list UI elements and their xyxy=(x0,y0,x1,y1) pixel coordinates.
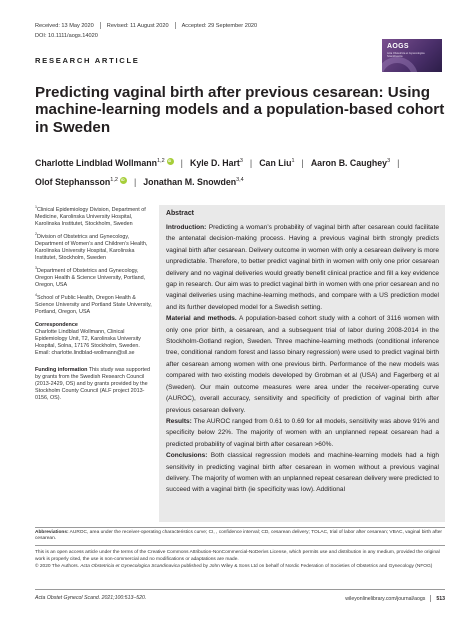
divider xyxy=(35,527,445,528)
footer-right xyxy=(310,595,445,602)
page-number: 513 xyxy=(436,595,445,602)
author-affiliation-ref: 1 xyxy=(291,158,295,164)
author-name[interactable]: Aaron B. Caughey xyxy=(310,157,388,168)
affiliations xyxy=(35,204,153,319)
abstract-paragraph: Conclusions: Both classical regression models and machine-learning models had a high sensitivity in predicting vaginal birth after cesarean in women without a previous vaginal delivery. The majority of women with an unplanned repeat cesarean delivery were predicted to succeed with a vaginal birth (ie specificity was low). Additional xyxy=(166,452,439,494)
citation: Acta Obstet Gynecol Scand. 2021;100:513–520. xyxy=(35,595,147,601)
author-affiliation-ref: 3 xyxy=(239,158,243,164)
journal-logo-title: AOGS xyxy=(387,43,409,50)
funding-label: Funding information xyxy=(35,367,88,373)
article-dates xyxy=(35,22,257,29)
received-date: Received: 13 May 2020 xyxy=(35,22,94,29)
author-name[interactable]: Jonathan M. Snowden xyxy=(143,176,237,187)
author-affiliation-ref: 1,2 xyxy=(110,176,118,183)
author-affiliation-ref: 3 xyxy=(387,158,391,164)
divider xyxy=(35,545,445,546)
doi[interactable]: DOI: 10.1111/aogs.14020 xyxy=(35,33,98,39)
abbreviations xyxy=(35,530,445,543)
abstract-paragraph: Introduction: Predicting a woman’s probability of vaginal birth after cesarean could facilitate the antenatal decision-making process. Having a previous vaginal birth strongly predicts vaginal birth after cesarean. Delivery outcome in women with only a cesarean delivery is more unpredictable. Therefore, to better predict vaginal birth in women with only one prior cesarean delivery and no vaginal deliveries would greatly benefit clinical practice and fill a key evidence gap in research. Our aim was to predict vaginal birth in women with one prior cesarean and no vaginal deliveries using machine-learning methods, and compare with a US prediction model and its further developed model for a Swedish setting. xyxy=(166,224,439,311)
license xyxy=(35,549,445,571)
funding xyxy=(35,367,153,402)
section-label: RESEARCH ARTICLE xyxy=(35,56,140,65)
abstract-heading: Abstract xyxy=(166,210,194,217)
revised-date: Revised: 11 August 2020 xyxy=(106,22,169,29)
orcid-icon[interactable] xyxy=(167,158,174,165)
affiliation: $^1$Clinical Epidemiology Division, Department of Medicine, Karolinska University Hospital, Karolinska Institutet, Stockholm, Sweden xyxy=(35,205,146,227)
correspondence-label: Correspondence xyxy=(35,322,78,328)
abbreviations-label: Abbreviations: xyxy=(35,530,69,535)
divider xyxy=(35,589,445,590)
correspondence xyxy=(35,322,153,357)
abstract-box xyxy=(159,205,445,522)
funding-text: This study was supported by grants from the Swedish Research Council (2013-2429, OS) and by grants provided by the Stockholm County Council (ALF project 2013-0156, OS). xyxy=(35,367,150,402)
author-affiliation-ref: 3,4 xyxy=(236,176,244,183)
affiliation: $^4$School of Public Health, Oregon Health & Science University and Portland State University, Portland, Oregon, USA xyxy=(35,293,152,316)
author-list: Charlotte Lindblad Wollmann$^{1,2}$iD | Kyle D. Hart$^3$ | Can Liu$^1$ | Aaron B. Caughey$^3$ | Olof Stephansson$^{1,2}$iD | Jonathan M. Snowden$^{3,4}$ xyxy=(35,153,455,191)
abbreviations-text: AUROC, area under the receiver-operating characteristics curve; CI, , confidence interval; CD, cesarean delivery; TOLAC, trial of labor after cesarean; VBAC, vaginal birth after cesarean. xyxy=(35,530,442,542)
abstract-paragraph: Results: The AUROC ranged from 0.61 to 0.69 for all models, sensitivity was above 91% and specificity below 22%. The majority of women with an unplanned repeat cesarean had a predicted probability of vaginal birth after cesarean >60%. xyxy=(166,417,440,448)
affiliation: $^2$Division of Obstetrics and Gynecology, Department of Women’s and Children’s Health, Karolinska University Hospital, Karolinska Institutet, Stockholm, Sweden xyxy=(35,232,148,262)
author-affiliation-ref: 1,2 xyxy=(157,158,165,164)
abstract-paragraph: Material and methods. A population-based cohort study with a cohort of 3116 women with only one prior birth, a cesarean, and a subsequent trial of labor during 2008-2014 in the Stockholm-Gotland region, Sweden. Three machine-learning methods (conditional inference tree, conditional random forest and lasso binary regression) were used to predict vaginal birth after cesarean among women with one previous birth. Performance of the new models was compared with two existing models developed by Grobman et al (USA) and Fagerberg et al (Sweden). Our main outcome measures were area under the receiver-operating curve (AUROC), overall accuracy, sensitivity and specificity of prediction of vaginal birth after previous cesarean delivery. xyxy=(166,315,439,414)
author-name[interactable]: Olof Stephansson xyxy=(35,176,111,187)
author-name[interactable]: Charlotte Lindblad Wollmann xyxy=(35,157,158,168)
journal-url[interactable]: wileyonlinelibrary.com/journal/aogs xyxy=(345,595,426,602)
abstract-body xyxy=(166,222,439,496)
article-title: Predicting vaginal birth after previous cesarean: Using machine-learning models and a population-based cohort in Sweden xyxy=(35,84,445,136)
correspondence-text: Charlotte Lindblad Wollmann, Clinical Epidemiology Unit, T2, Karolinska University Hospital, Solna, 17176 Stockholm, Sweden. Email: charlotte.lindblad-wollmann@sll.se xyxy=(35,329,141,357)
author-name[interactable]: Can Liu xyxy=(259,157,292,168)
journal-logo[interactable] xyxy=(382,39,442,72)
journal-logo-subtitle: Acta Obstetricia et Gynecologica Scandinavica xyxy=(387,52,425,59)
license-text: This is an open access article under the terms of the Creative Commons Attribution-NonCommercial-NoDerivs License, which permits use and distribution in any medium, provided the original work is properly cited, the use is non-commercial and no modifications or adaptations are made. xyxy=(35,550,440,563)
copyright: © 2020 The Authors. Acta Obstetricia et Gynecologica Scandinavica published by John Wiley & Sons Ltd on behalf of Nordic Federation of Societies of Obstetrics and Gynecology (NFOG) xyxy=(35,564,433,570)
orcid-icon[interactable] xyxy=(120,177,127,184)
author-name[interactable]: Kyle D. Hart xyxy=(189,157,240,168)
affiliation: $^3$Department of Obstetrics and Gynecology, Oregon Health & Science University, Portland, Oregon, USA xyxy=(35,266,146,289)
accepted-date: Accepted: 29 September 2020 xyxy=(181,22,258,29)
